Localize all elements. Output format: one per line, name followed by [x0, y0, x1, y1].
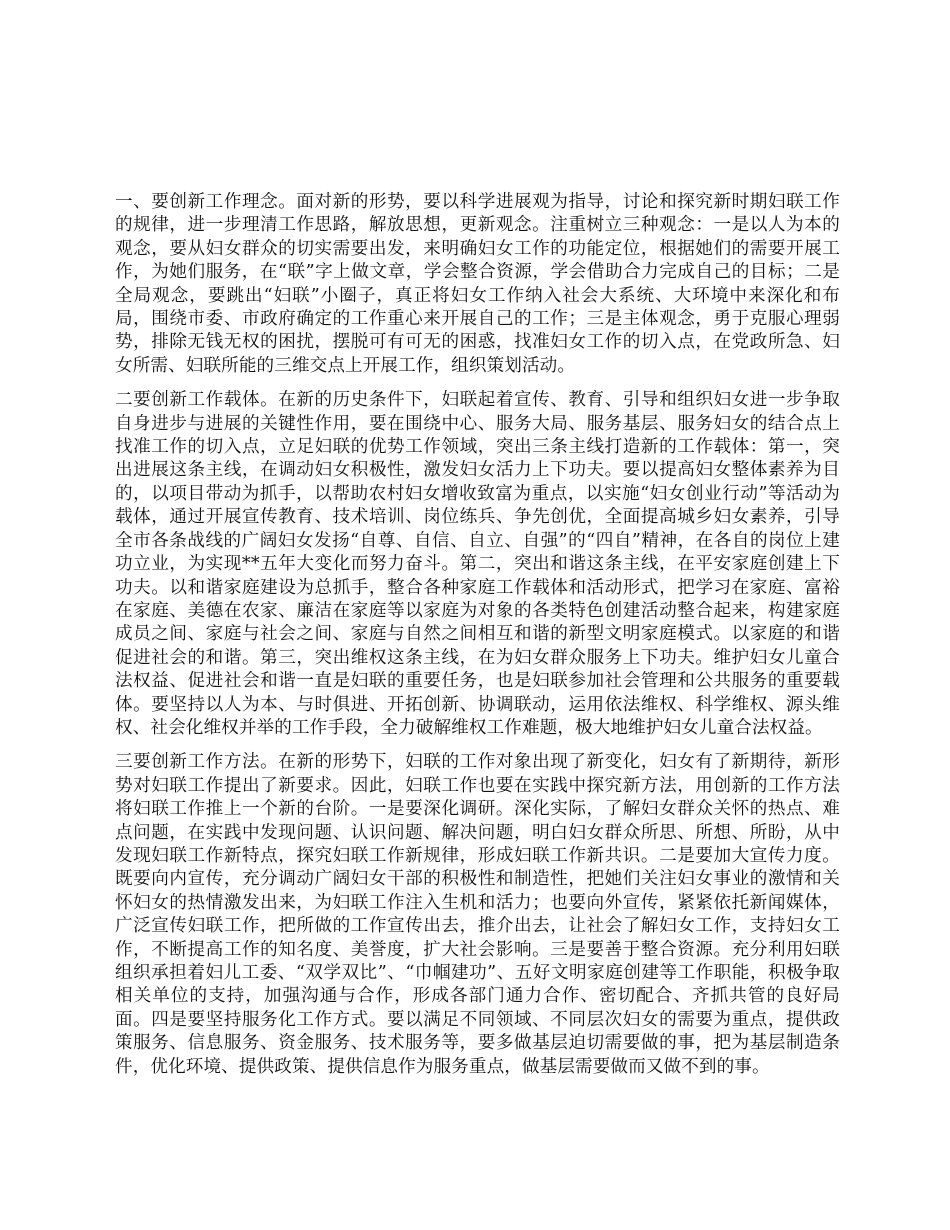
paragraph-innovate-carrier: 二要创新工作载体。在新的历史条件下，妇联起着宣传、教育、引导和组织妇女进一步争取自身进步与进展的关键性作用，要在围绕中心、服务大局、服务基层、服务妇女的结合点上找准工作的切入点，立足妇联的优势工作领域，突出三条主线打造新的工作载体：第一，突出进展这条主线，在调动妇女积极性，激发妇女活力上下功夫。要以提高妇女整体素养为目的，以项目带动为抓手，以帮助农村妇女增收致富为重点，以实施“妇女创业行动”等活动为载体，通过开展宣传教育、技术培训、岗位练兵、争先创优，全面提高城乡妇女素养，引导全市各条战线的广阔妇女发扬“自尊、自信、自立、自强”的“四自”精神，在各自的岗位上建功立业，为实现**五年大变化而努力奋斗。第二，突出和谐这条主线，在平安家庭创建上下功夫。以和谐家庭建设为总抓手，整合各种家庭工作载体和活动形式，把学习在家庭、富裕在家庭、美德在农家、廉洁在家庭等以家庭为对象的各类特色创建活动整合起来，构建家庭成员之间、家庭与社会之间、家庭与自然之间相互和谐的新型文明家庭模式。以家庭的和谐促进社会的和谐。第三，突出维权这条主线，在为妇女群众服务上下功夫。维护妇女儿童合法权益、促进社会和谐一直是妇联的重要任务，也是妇联参加社会管理和公共服务的重要载体。要坚持以人为本、与时俱进、开拓创新、协调联动，运用依法维权、科学维权、源头维权、社会化维权并举的工作手段，全力破解维权工作难题，极大地维护妇女儿童合法权益。	[115, 390, 840, 738]
document-body	[115, 191, 840, 1090]
paragraph-innovate-concept: 一、要创新工作理念。面对新的形势，要以科学进展观为指导，讨论和探究新时期妇联工作的规律，进一步理清工作思路，解放思想，更新观念。注重树立三种观念：一是以人为本的观念，要从妇女群众的切实需要出发，来明确妇女工作的功能定位，根据她们的需要开展工作，为她们服务，在“联”字上做文章，学会整合资源，学会借助合力完成自己的目标；二是全局观念，要跳出“妇联”小圈子，真正将妇女工作纳入社会大系统、大环境中来深化和布局，围绕市委、市政府确定的工作重心来开展自己的工作；三是主体观念，勇于克服心理弱势，排除无钱无权的困扰，摆脱可有可无的困惑，找准妇女工作的切入点，在党政所急、妇女所需、妇联所能的三维交点上开展工作，组织策划活动。	[115, 192, 840, 376]
paragraph-innovate-method: 三要创新工作方法。在新的形势下，妇联的工作对象出现了新变化，妇女有了新期待，新形势对妇联工作提出了新要求。因此，妇联工作也要在实践中探究新方法，用创新的工作方法将妇联工作推上一个新的台阶。一是要深化调研。深化实际，了解妇女群众关怀的热点、难点问题，在实践中发现问题、认识问题、解决问题，明白妇女群众所思、所想、所盼，从中发现妇联工作新特点，探究妇联工作新规律，形成妇联工作新共识。二是要加大宣传力度。既要向内宣传，充分调动广阔妇女干部的积极性和制造性，把她们关注妇女事业的激情和关怀妇女的热情激发出来，为妇联工作注入生机和活力；也要向外宣传，紧紧依托新闻媒体，广泛宣传妇联工作，把所做的工作宣传出去，推介出去，让社会了解妇女工作，支持妇女工作，不断提高工作的知名度、美誉度，扩大社会影响。三是要善于整合资源。充分利用妇联组织承担着妇儿工委、“双学双比”、“巾帼建功”、五好文明家庭创建等工作职能，积极争取相关单位的支持，加强沟通与合作，形成各部门通力合作、密切配合、齐抓共管的良好局面。四是要坚持服务化工作方式。要以满足不同领域、不同层次妇女的需要为重点，提供政策服务、信息服务、资金服务、技术服务等，要多做基层迫切需要做的事，把为基层制造条件，优化环境、提供政策、提供信息作为服务重点，做基层需要做而又做不到的事。	[115, 752, 840, 1077]
